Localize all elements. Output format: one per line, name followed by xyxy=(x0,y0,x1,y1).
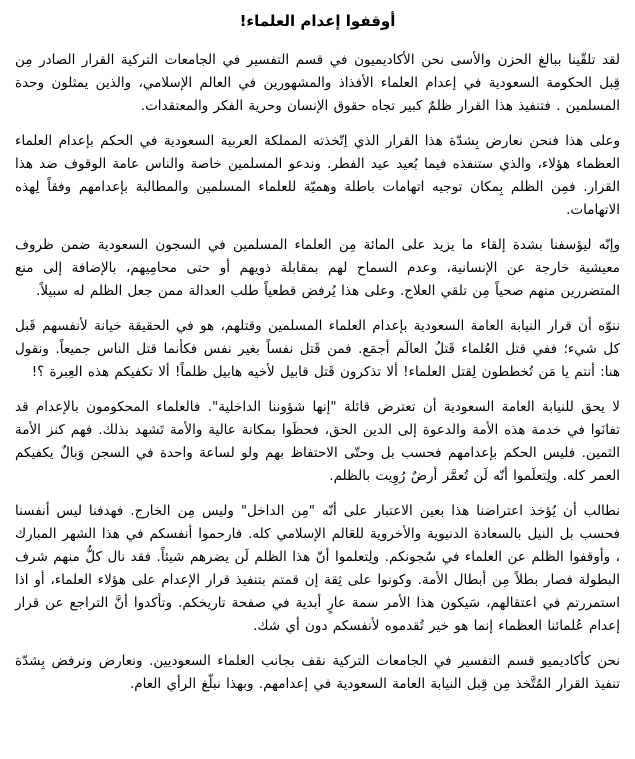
paragraph-demand: نطالب أن يُؤخذ اعتراضنا هذا بعين الاعتبار على أنّه "مِن الداخل" وليس مِن الخارج. فهدفنا ليس أنفسنا فحسب بل النيل بالسعادة الدنيوية والأخروية للعَالم الإسلامي كله. فارحموا أنفسكم في هذا الشهر المبارك ، وأوقفوا الظلم عن العلماء في سُجونكم. ولِتعلموا أنّ هذا الظلم لَن يضرهم شيئاً. فقد نال كلُّ منهم شرف البطولة فصار بطلاً مِن أبطال الأمة. وكونوا على ثِقة إن قمتم بتنفيذ قرار الإعدام على هؤلاء العلماء، أو اذا استمررتم في اعتقالهم، سَيكون هذا الأمر سمة عارٍ أبدية في صفحة تاريخكم. وتأكدوا أنَّ التراجع عن قرار إعدام عُلمائنا العظماء إنما هو خير تُقدموه لأنفسكم دون أي شك. xyxy=(15,503,620,634)
paragraph-internal-affairs: لا يحق للنيابة العامة السعودية أن تعترض قائلة "إنها شؤوننا الداخلية". فالعلماء المحكومون بالإعدام قد تفانَوا في خدمة هذه الأمة والدعوة إلى الدين الحق، فحظَوا بمكانة عالية والأمة تَشهد بذلك. فهم كنز الأمة الثمين. فليس الحكم بإعدامهم فحسب بل وحتّى الاحتفاظ بهم ولو لساعة واحدة في السجن وَبالٌ يكفيكم العمر كله. ولِتعلَموا أنّه لَن تُعمَّر أرضٌ رُوِيت بالظلم. xyxy=(15,399,620,484)
paragraph-prison-conditions: وإنّه ليؤسفنا بشدة إلقاء ما يزيد على المائة مِن العلماء المسلمين في السجون السعودية ضمن ظروف معيشية خارجة عن الإنسانية، وعدم السماح لهم بمقابلة ذويهم أو حتى محامِيهم، بالإضافة إلى منع المتضررين منهم صحياً مِن تلقي العلاج. وعلى هذا يُرفض قطعياً طلب العدالة ممن جعل الظلم له سبيلاً. xyxy=(15,237,620,299)
paragraph-betrayal: ننوّه أن قرار النيابة العامة السعودية بإعدام العلماء المسلمين وقتلهم، هو في الحقيقة خيانة لأنفسهم قَبل كل شيء؛ ففي قتل العُلماء قَتلُ العالَم أجمَع. فمن قَتل نفساً بغير نفس فكأنما قتل الناس جميعاً. ونقول هنا: أنتم يا مَن تُخططون لِقتل العلماء! ألا تذكرون قَتل قابيل لأخيه هابيل ظلماً! ألا تكفيكم هذه العِبرة ؟! xyxy=(15,318,620,380)
paragraph-closing: نحن كأكاديميو قسم التفسير في الجامعات التركية نقف بجانب العلماء السعوديين. ونعارض ونرفض بِشدّة تنفيذ القرار المُتَّخذ مِن قِبل النيابة العامة السعودية في إعدامهم. وبهذا نبلّغ الرأي العام. xyxy=(15,653,620,692)
paragraph-opposition: وعلى هذا فنحن نعارض بِشدّة هذا القرار الذي اِتّخذته المملكة العربية السعودية في الحكم بإعدام العلماء العظماء هؤلاء، والذي ستنفذه فيما بُعيد عيد الفطر. وندعو المسلمين خاصة والناس عامة الوقوف ضد هذا القرار. فمِن الظلم بِمكان توجيه اتهامات باطلة وهميّة للعلماء المسلمين والمطالبة بإعدامهم وفقاً لِهذه الاتهامات. xyxy=(15,133,620,218)
paragraph-intro: لقد تلقّينا ببالغ الحزن والأسى نحن الأكاديميون في قسم التفسير في الجامعات التركية القرار الصادر مِن قِبل الحكومة السعودية في إعدام العلماء الأفذاذ والمشهورين في العالم الإسلامي، والذين يمثلون وحدة المسلمين . فتنفيذ هذا القرار ظلمٌ كبير تجاه حقوق الإنسان وحرية الفكر والمعتقدات. xyxy=(15,52,620,114)
document-title: أوقفوا إعدام العلماء! xyxy=(239,12,396,30)
